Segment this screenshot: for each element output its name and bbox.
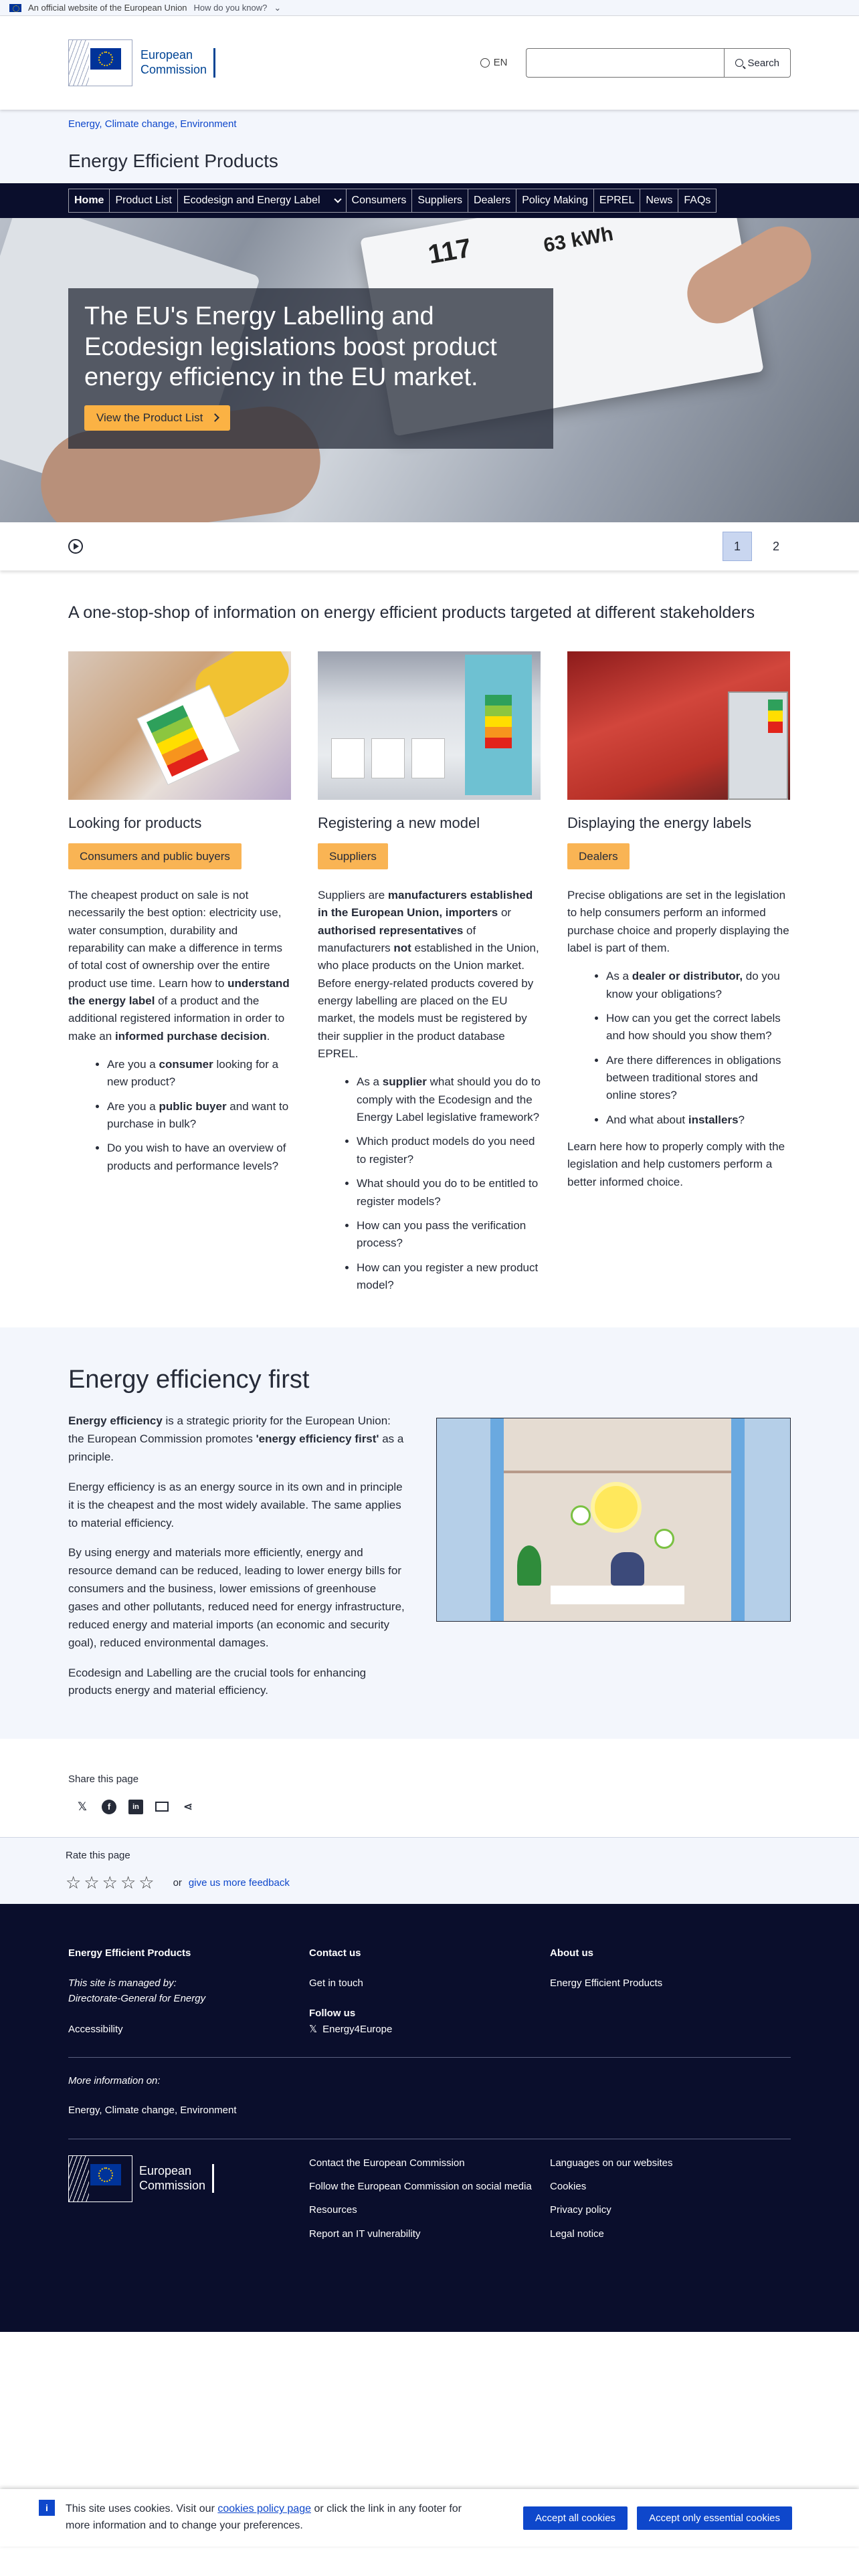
eu-flag-icon [9, 4, 21, 12]
card-title: Looking for products [68, 814, 202, 831]
energy-efficiency-first-section [0, 1327, 859, 1739]
facebook-icon[interactable]: f [102, 1800, 116, 1814]
star-icon[interactable]: ☆ [84, 1872, 100, 1893]
feedback-link[interactable]: give us more feedback [188, 1876, 290, 1889]
ec-logo-graphic-icon [68, 2155, 132, 2202]
nav-item-suppliers[interactable]: Suppliers [412, 189, 468, 213]
cookies-link[interactable]: Cookies [550, 2181, 587, 2192]
site-name-bar [0, 139, 859, 183]
cookies-policy-link[interactable]: cookies policy page [217, 2503, 311, 2515]
footer-site-title: Energy Efficient Products [68, 1947, 191, 1959]
accept-essential-cookies-button[interactable]: Accept only essential cookies [637, 2506, 792, 2530]
carousel-controls [0, 522, 859, 570]
list-item[interactable]: • Are there differences in obligations between traditional stores and online stores? [606, 1052, 790, 1105]
nav-item-faqs[interactable]: FAQs [678, 189, 717, 213]
paragraph: Energy efficiency is as an energy source in its own and in principle it is the cheapest and the most widely available. The same applies to material efficiency. [68, 1480, 403, 1529]
sun-icon [591, 1482, 642, 1533]
globe-icon [480, 58, 490, 68]
nav-item-product-list[interactable]: Product List [110, 189, 177, 213]
more-info-label: More information on: [68, 2074, 161, 2086]
cookie-consent-banner [0, 2489, 859, 2547]
person-icon [611, 1552, 644, 1586]
managed-by-text: This site is managed by: [68, 1977, 177, 1989]
ec-logo[interactable] [68, 39, 215, 86]
ec-logo-text: European Commission [140, 48, 215, 77]
energy-efficiency-illustration [436, 1418, 791, 1622]
stakeholders-heading: A one-stop-shop of information on energy efficient products targeted at different stakeholders [68, 603, 755, 622]
card-question-list [318, 1073, 541, 1294]
share-section [68, 1739, 791, 1814]
star-icon[interactable]: ☆ [102, 1872, 118, 1893]
breadcrumb [0, 110, 859, 139]
site-footer [0, 1904, 859, 2332]
section-title: Energy efficiency first [68, 1366, 310, 1394]
follow-us-heading: Follow us [309, 2008, 356, 2020]
rate-title: Rate this page [66, 1849, 130, 1861]
email-icon[interactable] [155, 1802, 169, 1812]
card-text: The cheapest product on sale is not necessarily the best option: electricity use, water consumption, durability and reparability can make a difference in terms of total cost of ownership over the entire product use time. Learn how to understand the energy label of a product and the additional registered information in order to make an informed purchase decision. [68, 889, 290, 1043]
card-question-list [68, 1056, 291, 1175]
list-item[interactable]: • Which product models do you need to register? [357, 1133, 541, 1168]
section-text [68, 1412, 407, 1712]
about-site-link[interactable]: Energy Efficient Products [550, 1977, 663, 1989]
hero-caption-box [68, 288, 553, 449]
star-icon[interactable]: ☆ [138, 1872, 155, 1893]
dealers-tag-link[interactable]: Dealers [567, 843, 630, 870]
contact-ec-link[interactable]: Contact the European Commission [309, 2157, 465, 2169]
search-button[interactable]: Search [724, 48, 791, 78]
dealers-image [567, 651, 790, 800]
contact-us-heading: Contact us [309, 1947, 361, 1959]
or-text: or [173, 1876, 182, 1889]
carousel-page-1[interactable]: 1 [723, 532, 752, 561]
list-item[interactable]: • Do you wish to have an overview of products and performance levels? [107, 1140, 291, 1175]
list-item[interactable]: • How can you register a new product model? [357, 1259, 541, 1295]
share-title: Share this page [68, 1774, 139, 1786]
search-input[interactable] [526, 48, 724, 78]
legal-notice-link[interactable]: Legal notice [550, 2228, 604, 2240]
list-item[interactable]: • How can you pass the verification process? [357, 1217, 541, 1253]
energy4europe-link[interactable]: 𝕏 Energy4Europe [309, 2022, 550, 2037]
nav-item-news[interactable]: News [640, 189, 678, 213]
more-info-links[interactable]: Energy, Climate change, Environment [68, 2105, 237, 2117]
dealers-card [567, 651, 790, 1301]
star-icon[interactable]: ☆ [66, 1872, 82, 1893]
stakeholders-section [68, 570, 791, 1301]
get-in-touch-link[interactable]: Get in touch [309, 1977, 363, 1989]
languages-link[interactable]: Languages on our websites [550, 2157, 673, 2169]
chevron-right-icon [211, 413, 220, 422]
paragraph: By using energy and materials more efficiently, energy and resource demand can be reduced, leading to lower energy bills for consumers and the business, lower emissions of greenhouse gases and other pollutants, reduced need for energy infrastructure, reduced energy and material imports (an economic and security goal), reduced environmental damages. [68, 1546, 405, 1649]
paragraph: Energy efficiency is a strategic priority for the European Union: the European Commission promotes 'energy efficiency first' as a principle. [68, 1414, 404, 1463]
nav-item-ecodesign[interactable]: Ecodesign and Energy Label [178, 189, 347, 213]
language-selector[interactable]: EN [480, 56, 508, 71]
list-item[interactable]: • Are you a consumer looking for a new product? [107, 1056, 291, 1091]
nav-item-eprel[interactable]: EPREL [594, 189, 640, 213]
consumers-card [68, 651, 291, 1301]
nav-item-consumers[interactable]: Consumers [347, 189, 413, 213]
x-twitter-icon[interactable]: 𝕏 [78, 1800, 87, 1813]
hero-image-label-kwh: 63 kWh [541, 223, 615, 257]
report-vulnerability-link[interactable]: Report an IT vulnerability [309, 2228, 421, 2240]
hero-image-label-117: 117 [425, 233, 474, 270]
list-item[interactable]: • As a supplier what should you do to comply with the Ecodesign and the Energy Label legislative framework? [357, 1073, 541, 1126]
main-navigation [0, 183, 859, 218]
search-icon [735, 59, 743, 67]
card-question-list [567, 968, 790, 1129]
search-form [526, 48, 791, 78]
accept-all-cookies-button[interactable]: Accept all cookies [523, 2506, 628, 2530]
suppliers-image [318, 651, 541, 800]
breadcrumb-link[interactable]: Energy, Climate change, Environment [68, 118, 237, 130]
star-icon[interactable]: ☆ [120, 1872, 136, 1893]
about-us-heading: About us [550, 1947, 593, 1959]
carousel-pagination [723, 532, 791, 561]
consumers-tag-link[interactable]: Consumers and public buyers [68, 843, 242, 870]
card-title: Displaying the energy labels [567, 814, 752, 831]
card-text: Suppliers are manufacturers established in the European Union, importers or authorised representatives of manufacturers not established in the Union, who place products on the Union market. Before energy-related products covered by energy labelling are placed on the EU market, the models must be registered by their supplier in the product database EPREL. [318, 889, 539, 1061]
official-site-text: An official website of the European Union [28, 2, 187, 13]
view-product-list-button[interactable]: View the Product List [84, 405, 230, 431]
info-icon: i [39, 2500, 55, 2516]
card-text: Precise obligations are set in the legislation to help consumers perform an informed purchase choice and properly displaying the label is part of them. [567, 889, 789, 955]
paragraph: Ecodesign and Labelling are the crucial tools for enhancing products energy and material efficiency. [68, 1666, 367, 1697]
suppliers-tag-link[interactable]: Suppliers [318, 843, 388, 870]
carousel-page-2[interactable]: 2 [772, 539, 779, 553]
privacy-policy-link[interactable]: Privacy policy [550, 2204, 611, 2216]
suppliers-card [318, 651, 541, 1301]
list-item[interactable]: • Are you a public buyer and want to purchase in bulk? [107, 1098, 291, 1134]
official-eu-banner [0, 0, 859, 16]
follow-ec-link[interactable]: Follow the European Commission on social media [309, 2181, 532, 2192]
hero-title: The EU's Energy Labelling and Ecodesign legislations boost product energy efficiency in the EU market. [84, 302, 497, 392]
how-do-you-know-link[interactable]: How do you know? [193, 2, 268, 13]
card-footer-text: Learn here how to properly comply with the legislation and help customers perform a better informed choice. [567, 1140, 785, 1188]
rating-stars [66, 1870, 793, 1896]
resources-link[interactable]: Resources [309, 2204, 357, 2216]
nav-item-home[interactable]: Home [68, 189, 110, 213]
list-item[interactable]: • What should you do to be entitled to register models? [357, 1175, 541, 1210]
managed-by-dg: Directorate-General for Energy [68, 1993, 206, 2005]
x-twitter-icon: 𝕏 [309, 2023, 318, 2035]
ec-logo-graphic-icon [68, 39, 132, 86]
chevron-down-icon [334, 195, 341, 203]
share-icon[interactable]: ⋖ [183, 1800, 193, 1813]
plant-icon [517, 1545, 541, 1586]
accessibility-link[interactable]: Accessibility [68, 2023, 123, 2035]
list-item[interactable]: • As a dealer or distributor, do you know your obligations? [606, 968, 790, 1003]
site-header [0, 16, 859, 110]
nav-item-policy-making[interactable]: Policy Making [516, 189, 594, 213]
play-icon[interactable] [68, 539, 83, 554]
linkedin-icon[interactable]: in [128, 1800, 143, 1814]
list-item[interactable]: • And what about installers? [606, 1111, 790, 1129]
card-title: Registering a new model [318, 814, 480, 831]
list-item[interactable]: • How can you get the correct labels and how should you show them? [606, 1010, 790, 1045]
chevron-down-icon[interactable]: ⌄ [274, 2, 282, 13]
rate-page-section [0, 1837, 859, 1904]
consumers-image [68, 651, 291, 800]
nav-item-dealers[interactable]: Dealers [468, 189, 516, 213]
cookie-text: This site uses cookies. Visit our cookies policy page or click the link in any footer for more information and to change your preferences. [66, 2503, 462, 2531]
hero-carousel [0, 218, 859, 522]
site-title: Energy Efficient Products [68, 150, 278, 171]
footer-ec-logo[interactable]: European Commission [68, 2155, 309, 2202]
